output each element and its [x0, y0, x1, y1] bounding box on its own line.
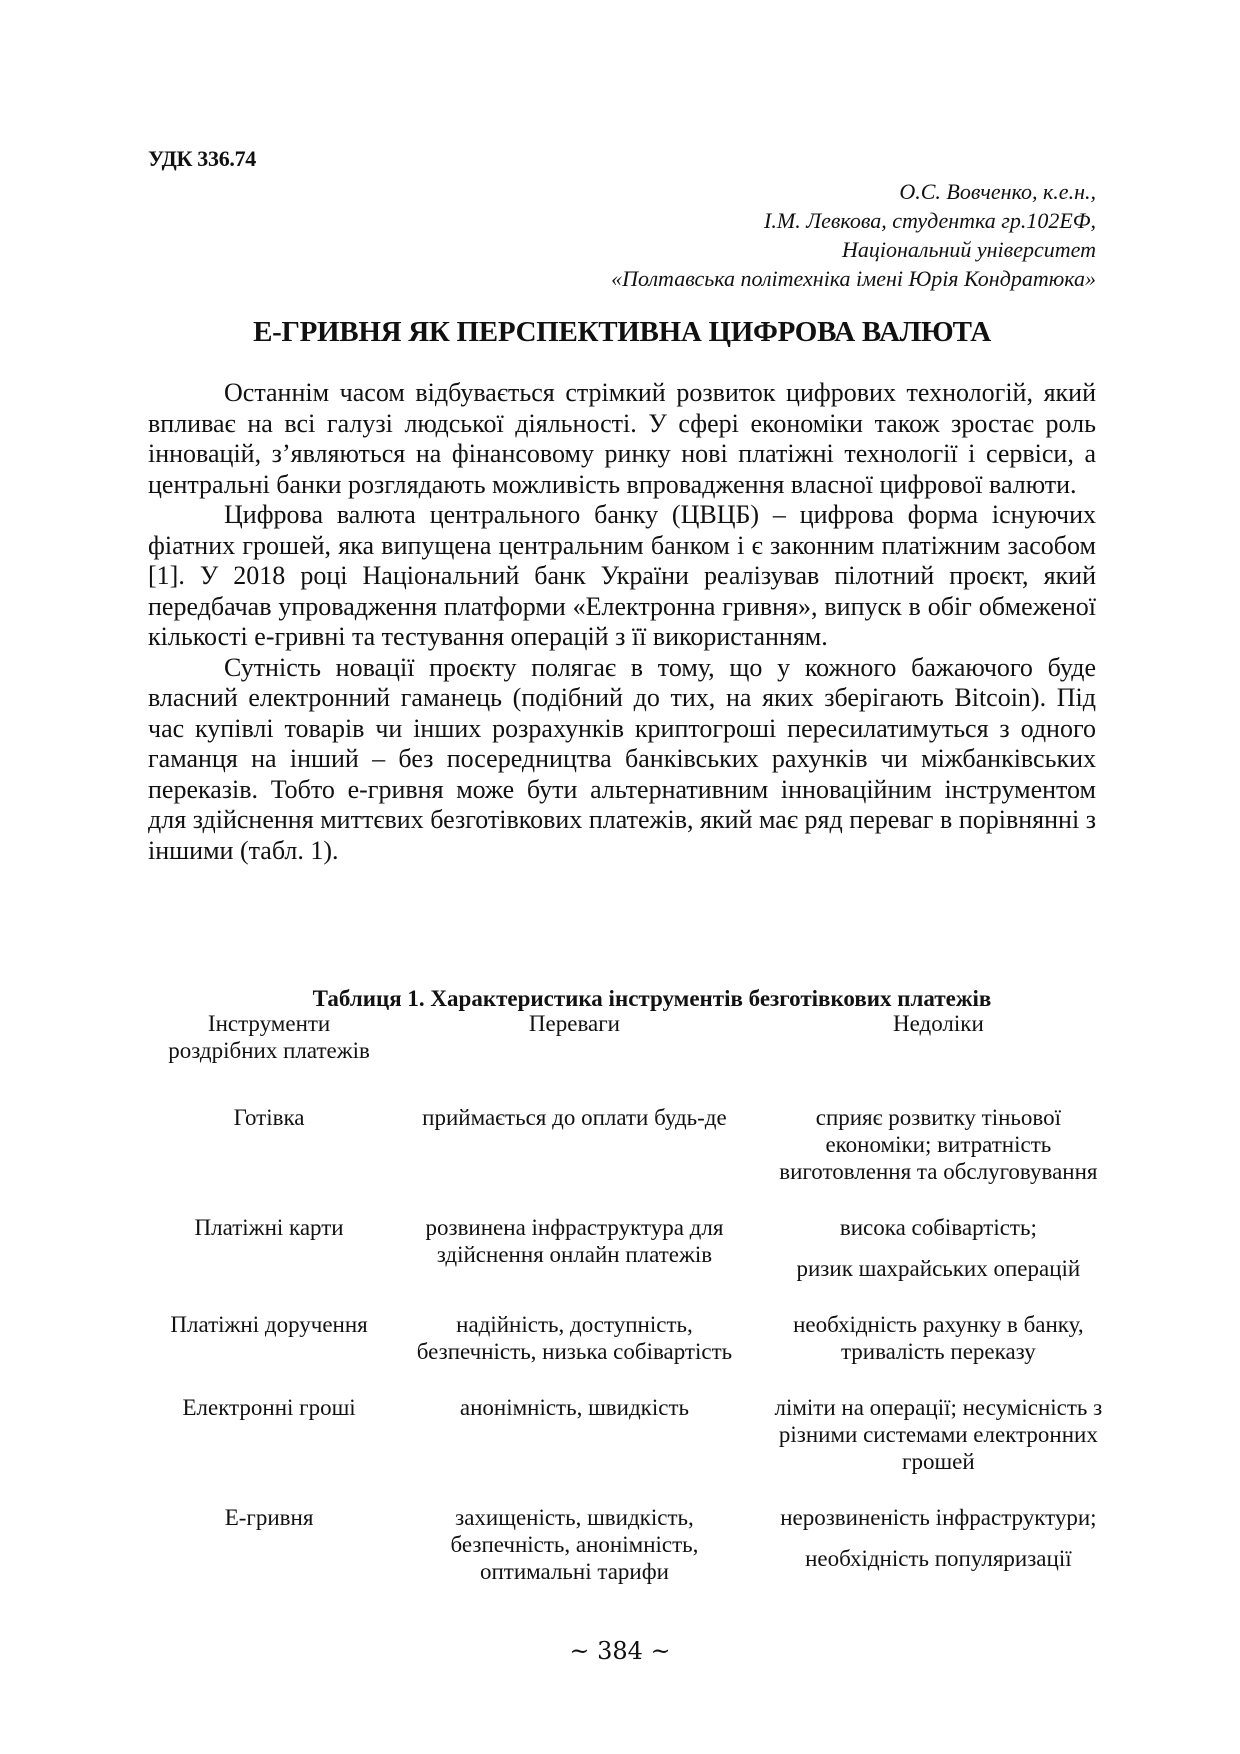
- disadvantage-text: нерозвиненість інфраструктури;: [780, 1505, 1097, 1530]
- table-row: [148, 1504, 1118, 1614]
- instrument-cell: Е-гривня: [224, 1505, 314, 1530]
- author-line: І.М. Левкова, студентка гр.102ЕФ,: [764, 208, 1096, 233]
- instrument-cell: Платіжні доручення: [170, 1312, 368, 1337]
- advantages-cell: приймається до оплати будь-де: [422, 1105, 727, 1130]
- column-header-disadvantages: Недоліки: [892, 1011, 984, 1036]
- advantages-cell: захищеність, швидкість, безпечність, анонімність, оптимальні тарифи: [450, 1505, 699, 1584]
- article-body: [148, 378, 1096, 866]
- disadvantages-cell: [759, 1504, 1118, 1614]
- disadvantages-cell: [759, 1214, 1118, 1311]
- affiliation-line: Національний університет: [841, 237, 1096, 262]
- advantages-cell: анонімність, швидкість: [459, 1395, 689, 1420]
- disadvantage-text: ризик шахрайських операцій: [796, 1256, 1081, 1281]
- advantages-cell: надійність, доступність, безпечність, низька собівартість: [416, 1312, 733, 1364]
- disadvantages-cell: [759, 1311, 1118, 1394]
- paragraph: Останнім часом відбувається стрімкий розвиток цифрових технологій, який впливає на всі галузі людської діяльності. У сфері економіки також зростає роль інновацій, з’являються на фінансовому ринку нові платіжні технології і сервіси, а центральні банки розглядають можливість впровадження власної цифрової валюти.: [148, 378, 1096, 499]
- udk-code: УДК 336.74: [148, 146, 257, 171]
- disadvantage-text: сприяє розвитку тіньової економіки; витратність виготовлення та обслуговування: [779, 1105, 1098, 1184]
- disadvantages-cell: [759, 1104, 1118, 1214]
- paragraph: Сутність новації проєкту полягає в тому, що у кожного бажаючого буде власний електронний гаманець (подібний до тих, на яких зберігають Bitcoin). Під час купівлі товарів чи інших розрахунків криптогроші пересилатимуться з одного гаманця на інший – без посередництва банківських рахунків чи міжбанківських переказів. Тобто е-гривня може бути альтернативним інноваційним інструментом для здійснення миттєвих безготівкових платежів, який має ряд переваг в порівнянні з іншими (табл. 1).: [148, 652, 1096, 865]
- table-caption: Таблиця 1. Характеристика інструментів безготівкових платежів: [312, 986, 992, 1011]
- disadvantage-text: необхідність рахунку в банку, тривалість переказу: [793, 1312, 1084, 1364]
- advantages-cell: розвинена інфраструктура для здійснення онлайн платежів: [425, 1215, 724, 1267]
- table-header-row: [148, 1010, 1118, 1104]
- table-row: [148, 1214, 1118, 1311]
- column-header-advantages: Переваги: [528, 1011, 620, 1036]
- column-header-instruments: Інструменти роздрібних платежів: [168, 1011, 370, 1063]
- paragraph: Цифрова валюта центрального банку (ЦВЦБ) – цифрова форма існуючих фіатних грошей, яка випущена центральним банком і є законним платіжним засобом [1]. У 2018 році Національний банк України реалізував пілотний проєкт, який передбачав упровадження платформи «Електронна гривня», випуск в обіг обмеженої кількості е-гривні та тестування операцій з її використанням.: [148, 500, 1096, 651]
- author-block: [611, 177, 1096, 293]
- affiliation-line: «Полтавська політехніка імені Юрія Кондратюка»: [611, 266, 1096, 291]
- payment-instruments-table: [148, 1010, 1118, 1614]
- disadvantage-text: висока собівартість;: [839, 1215, 1037, 1240]
- instrument-cell: Електронні гроші: [182, 1395, 356, 1420]
- disadvantages-cell: [759, 1394, 1118, 1504]
- page-number: ~ 384 ~: [569, 1637, 671, 1665]
- author-line: О.С. Вовченко, к.е.н.,: [899, 179, 1096, 204]
- table-row: [148, 1104, 1118, 1214]
- disadvantage-text: ліміти на операції; несумісність з різними системами електронних грошей: [774, 1395, 1103, 1474]
- table-row: [148, 1311, 1118, 1394]
- disadvantage-text: необхідність популяризації: [805, 1546, 1072, 1571]
- table-row: [148, 1394, 1118, 1504]
- article-title: Е-ГРИВНЯ ЯК ПЕРСПЕКТИВНА ЦИФРОВА ВАЛЮТА: [253, 316, 991, 348]
- instrument-cell: Платіжні карти: [194, 1215, 344, 1240]
- instrument-cell: Готівка: [233, 1105, 305, 1130]
